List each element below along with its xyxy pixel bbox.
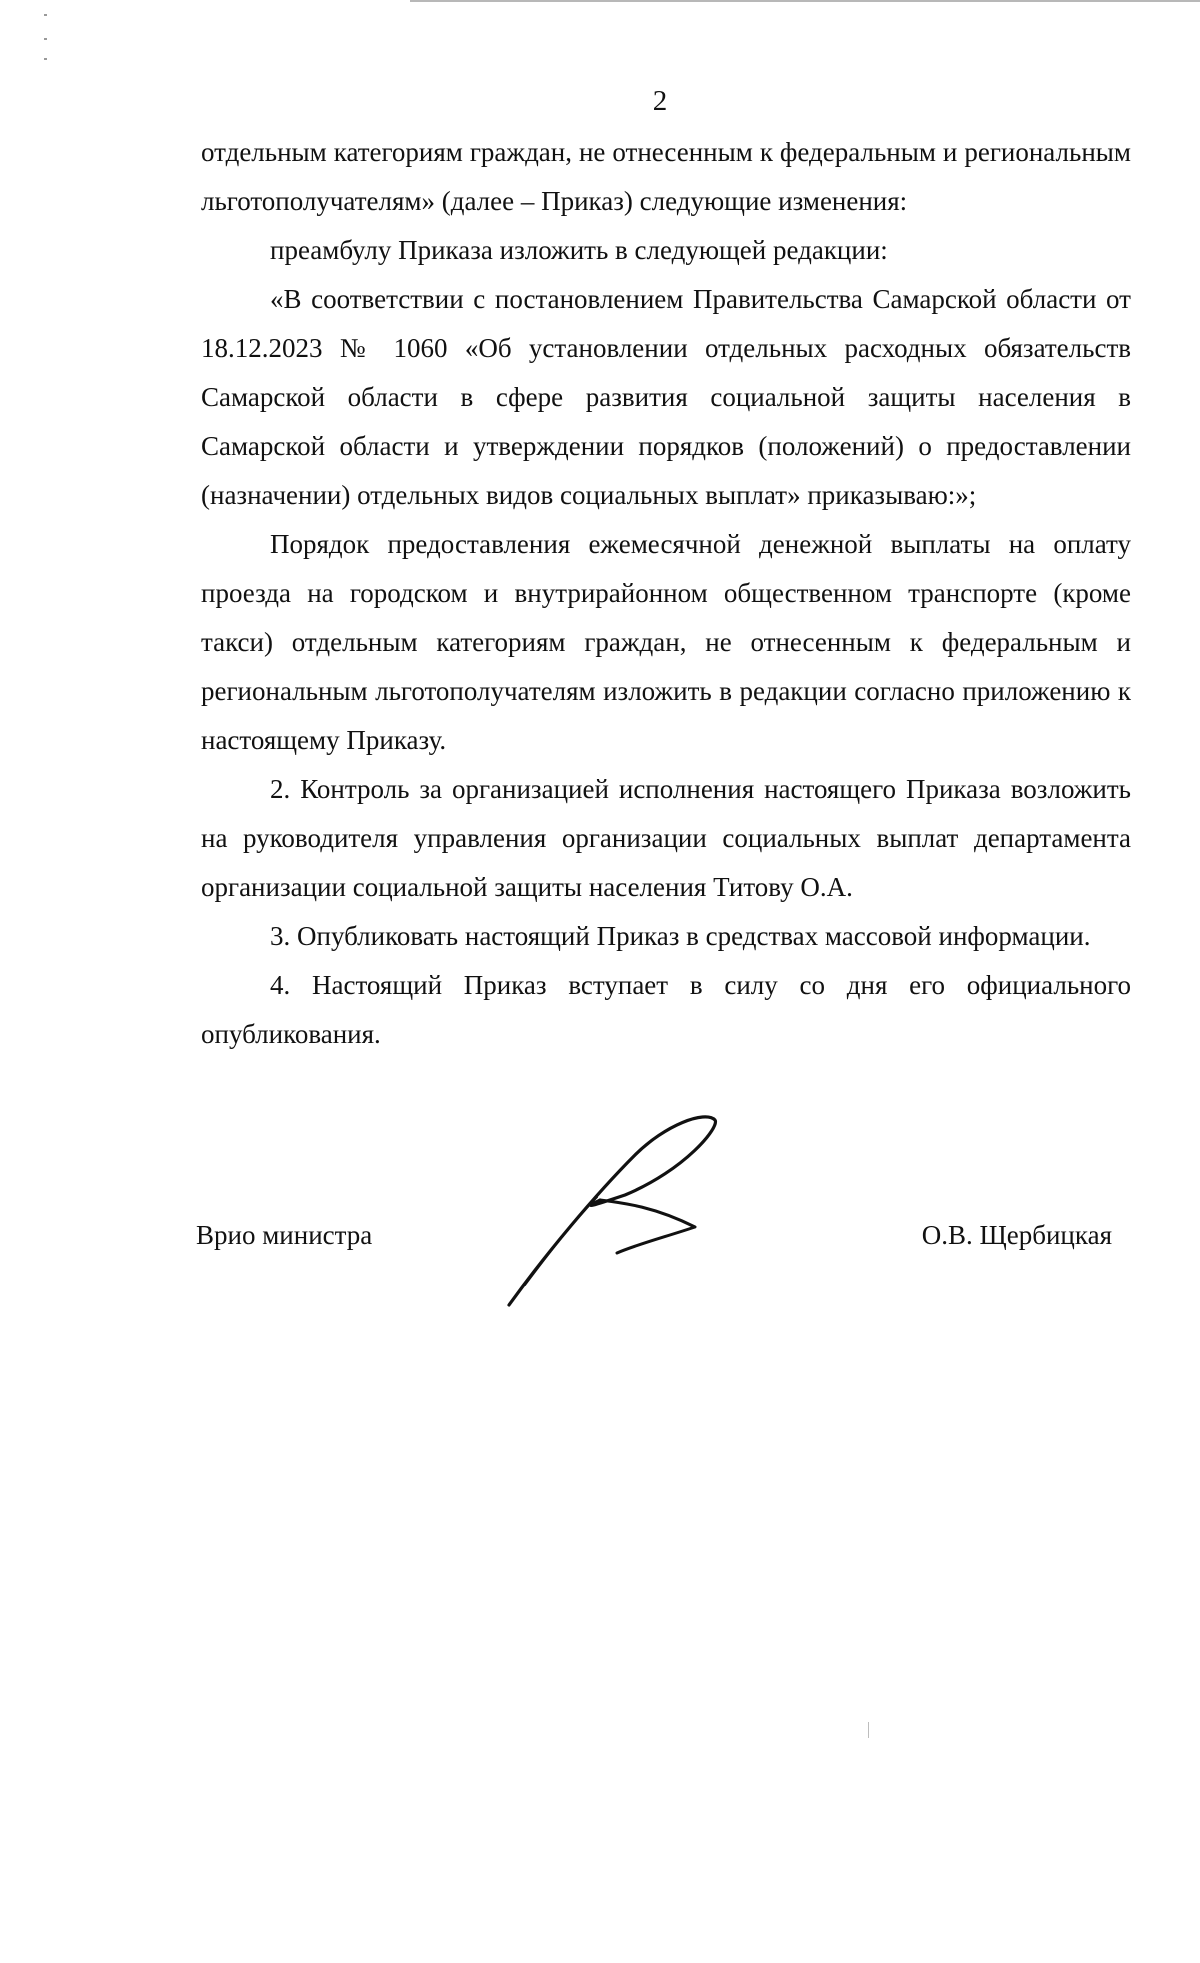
scan-artifact-tick	[868, 1722, 869, 1738]
signatory-position: Врио министра	[196, 1220, 373, 1250]
document-body	[201, 128, 1131, 1059]
paragraph-item-3: 3. Опубликовать настоящий Приказ в средствах массовой информации.	[270, 921, 1091, 951]
paragraph-continuation: отдельным категориям граждан, не отнесенным к федеральным и региональным льготополучателям» (далее – Приказ) следующие изменения:	[201, 137, 1131, 216]
paragraph-item-4: 4. Настоящий Приказ вступает в силу со дня его официального опубликования.	[201, 970, 1131, 1049]
page-number: 2	[652, 85, 668, 117]
signature-block	[196, 1215, 1112, 1255]
paragraph-item-2: 2. Контроль за организацией исполнения настоящего Приказа возложить на руководителя управления организации социальных выплат департамента организации социальной защиты населения Титову О.А.	[201, 774, 1131, 902]
paragraph-procedure: Порядок предоставления ежемесячной денежной выплаты на оплату проезда на городском и внутрирайонном общественном транспорте (кроме такси) отдельным категориям граждан, не отнесенным к федеральным и региональным льготополучателям изложить в редакции согласно приложению к настоящему Приказу.	[201, 529, 1131, 755]
scan-edge-line	[410, 0, 1200, 2]
scan-margin-marks	[44, 14, 50, 74]
signatory-name: О.В. Щербицкая	[921, 1220, 1112, 1250]
paragraph-preamble-text: «В соответствии с постановлением Правительства Самарской области от 18.12.2023 № 1060 «Об установлении отдельных расходных обязательств Самарской области в сфере развития социальной защиты населения в Самарской области и утверждении порядков (положений) о предоставлении (назначении) отдельных видов социальных выплат» приказываю:»;	[201, 284, 1131, 510]
paragraph-preamble-intro: преамбулу Приказа изложить в следующей редакции:	[270, 235, 888, 265]
